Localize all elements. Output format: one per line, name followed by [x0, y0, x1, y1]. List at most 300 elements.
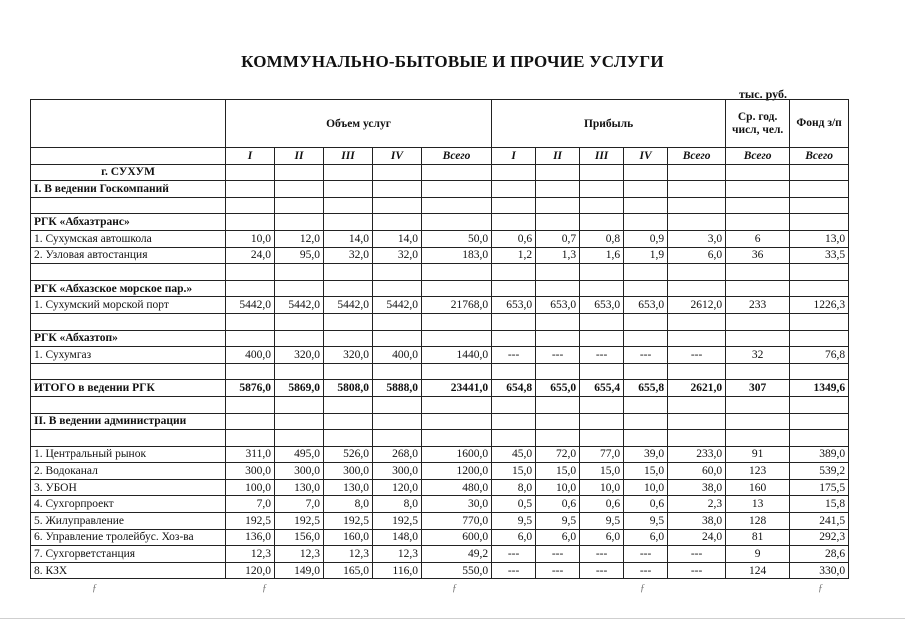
header-q2: II [536, 148, 580, 165]
table-cell [226, 264, 275, 281]
table-cell [668, 363, 726, 380]
table-cell: 300,0 [226, 463, 275, 480]
table-cell: --- [536, 546, 580, 563]
table-cell [422, 330, 492, 347]
table-cell: 400,0 [373, 347, 422, 364]
table-cell [324, 313, 373, 330]
table-cell [624, 363, 668, 380]
table-cell: 183,0 [422, 247, 492, 264]
table-cell: 653,0 [580, 297, 624, 314]
table-cell: --- [580, 546, 624, 563]
table-cell [373, 330, 422, 347]
table-row [31, 363, 849, 380]
table-cell [373, 313, 422, 330]
table-cell [373, 430, 422, 447]
table-cell [373, 396, 422, 413]
table-cell: 5442,0 [373, 297, 422, 314]
table-cell: 539,2 [790, 463, 849, 480]
table-cell: 6,0 [668, 247, 726, 264]
table-cell [324, 430, 373, 447]
table-cell [726, 396, 790, 413]
table-cell: 192,5 [275, 513, 324, 530]
table-cell: 480,0 [422, 479, 492, 496]
table-cell: 14,0 [373, 230, 422, 247]
table-cell [536, 413, 580, 430]
row-label: РГК «Абхазское морское пар.» [31, 280, 226, 297]
table-cell: 192,5 [373, 513, 422, 530]
row-label [31, 264, 226, 281]
table-cell: 655,8 [624, 380, 668, 397]
page-title: КОММУНАЛЬНО-БЫТОВЫЕ И ПРОЧИЕ УСЛУГИ [241, 52, 664, 71]
table-cell: --- [492, 562, 536, 579]
table-row [31, 164, 849, 181]
table-cell: 233 [726, 297, 790, 314]
header-total: Всего [726, 148, 790, 165]
table-cell [624, 197, 668, 214]
table-cell [275, 264, 324, 281]
table-cell [536, 280, 580, 297]
row-label [31, 313, 226, 330]
table-cell [790, 330, 849, 347]
table-cell [668, 214, 726, 231]
table-cell: 24,0 [668, 529, 726, 546]
table-cell: 149,0 [275, 562, 324, 579]
header-profit: Прибыль [492, 100, 726, 148]
table-cell: 2612,0 [668, 297, 726, 314]
table-cell: 38,0 [668, 479, 726, 496]
table-cell [492, 413, 536, 430]
table-cell: 0,6 [624, 496, 668, 513]
table-cell: 6 [726, 230, 790, 247]
table-cell: 0,6 [492, 230, 536, 247]
table-row [31, 247, 849, 264]
table-cell [422, 430, 492, 447]
table-row [31, 496, 849, 513]
row-label: 1. Центральный рынок [31, 446, 226, 463]
table-cell: 32,0 [324, 247, 373, 264]
table-cell [373, 413, 422, 430]
table-cell [324, 330, 373, 347]
table-cell [790, 430, 849, 447]
table-cell [580, 330, 624, 347]
table-cell: 307 [726, 380, 790, 397]
row-label: 7. Сухгорветстанция [31, 546, 226, 563]
table-cell: 8,0 [492, 479, 536, 496]
table-cell: 0,7 [536, 230, 580, 247]
table-cell [624, 280, 668, 297]
table-cell: 1,2 [492, 247, 536, 264]
table-cell [790, 181, 849, 198]
table-cell: 653,0 [536, 297, 580, 314]
table-cell [275, 330, 324, 347]
table-cell: 5869,0 [275, 380, 324, 397]
table-cell: 156,0 [275, 529, 324, 546]
table-cell [275, 413, 324, 430]
table-cell [324, 197, 373, 214]
table-cell: 600,0 [422, 529, 492, 546]
table-cell [324, 214, 373, 231]
table-row [31, 197, 849, 214]
table-cell: 12,3 [226, 546, 275, 563]
header-headcount: Ср. год. числ, чел. [726, 100, 790, 148]
table-cell [275, 280, 324, 297]
header-q3: III [580, 148, 624, 165]
table-cell [324, 396, 373, 413]
table-cell [422, 264, 492, 281]
table-cell [668, 264, 726, 281]
header-fund: Фонд з/п [790, 100, 849, 148]
table-cell: 15,0 [580, 463, 624, 480]
table-cell: 8,0 [373, 496, 422, 513]
table-cell [226, 164, 275, 181]
table-cell: 10,0 [580, 479, 624, 496]
table-cell: 15,0 [536, 463, 580, 480]
table-cell [492, 164, 536, 181]
header-q1: I [226, 148, 275, 165]
table-cell [536, 313, 580, 330]
table-cell: 81 [726, 529, 790, 546]
table-cell [536, 430, 580, 447]
table-cell [668, 430, 726, 447]
table-cell: 15,0 [624, 463, 668, 480]
table-cell [275, 396, 324, 413]
table-cell [492, 430, 536, 447]
table-cell [492, 280, 536, 297]
table-cell [492, 264, 536, 281]
table-row [31, 280, 849, 297]
table-cell: 192,5 [226, 513, 275, 530]
table-cell: 12,3 [373, 546, 422, 563]
table-cell [373, 197, 422, 214]
table-cell: 165,0 [324, 562, 373, 579]
table-cell [226, 181, 275, 198]
header-row-groups [31, 100, 849, 148]
table-row [31, 446, 849, 463]
table-cell: --- [536, 347, 580, 364]
table-row [31, 430, 849, 447]
table-cell [422, 197, 492, 214]
table-cell: 9,5 [624, 513, 668, 530]
table-row [31, 230, 849, 247]
table-cell: 653,0 [492, 297, 536, 314]
table-cell [536, 164, 580, 181]
table-cell: 39,0 [624, 446, 668, 463]
scan-mark: ƒ [452, 583, 457, 594]
table-cell: 33,5 [790, 247, 849, 264]
table-cell [422, 363, 492, 380]
table-cell: 653,0 [624, 297, 668, 314]
table-cell [580, 181, 624, 198]
table-cell [226, 280, 275, 297]
table-cell [726, 330, 790, 347]
table-cell: 400,0 [226, 347, 275, 364]
table-cell: 300,0 [324, 463, 373, 480]
table-cell [422, 181, 492, 198]
row-label [31, 363, 226, 380]
row-label: 1. Сухумская автошкола [31, 230, 226, 247]
table-cell [668, 313, 726, 330]
table-cell [790, 264, 849, 281]
table-cell: 12,3 [324, 546, 373, 563]
table-cell [324, 280, 373, 297]
table-row [31, 214, 849, 231]
row-label: 4. Сухгорпроект [31, 496, 226, 513]
table-cell [373, 181, 422, 198]
table-cell: 77,0 [580, 446, 624, 463]
table-cell: 1440,0 [422, 347, 492, 364]
table-cell [324, 264, 373, 281]
bottom-rule [0, 618, 905, 619]
table-cell: --- [668, 562, 726, 579]
table-cell: 130,0 [324, 479, 373, 496]
table-cell: 1349,6 [790, 380, 849, 397]
table-cell: --- [536, 562, 580, 579]
scan-mark: ƒ [640, 583, 645, 594]
table-cell: 23441,0 [422, 380, 492, 397]
table-row [31, 463, 849, 480]
table-cell [324, 181, 373, 198]
table-cell: 123 [726, 463, 790, 480]
table-cell [790, 396, 849, 413]
table-cell [422, 214, 492, 231]
table-cell [226, 430, 275, 447]
table-cell: 175,5 [790, 479, 849, 496]
table-cell: 1,9 [624, 247, 668, 264]
row-label: 2. Водоканал [31, 463, 226, 480]
table-cell [726, 264, 790, 281]
table-cell [726, 430, 790, 447]
table-cell [536, 264, 580, 281]
row-label [31, 430, 226, 447]
table-cell: 9,5 [580, 513, 624, 530]
table-cell: 6,0 [536, 529, 580, 546]
table-row [31, 562, 849, 579]
header-q2: II [275, 148, 324, 165]
table-cell: 0,8 [580, 230, 624, 247]
table-cell [790, 214, 849, 231]
table-cell [790, 413, 849, 430]
row-label: ИТОГО в ведении РГК [31, 380, 226, 397]
table-cell: 160,0 [324, 529, 373, 546]
table-cell [536, 214, 580, 231]
table-cell [373, 363, 422, 380]
table-cell [790, 363, 849, 380]
header-blank [31, 100, 226, 148]
table-cell [580, 197, 624, 214]
table-cell [790, 313, 849, 330]
table-cell: 28,6 [790, 546, 849, 563]
table-cell [668, 413, 726, 430]
table-cell: 311,0 [226, 446, 275, 463]
table-cell [275, 430, 324, 447]
table-cell: 550,0 [422, 562, 492, 579]
table-cell: 5442,0 [226, 297, 275, 314]
table-cell: 10,0 [226, 230, 275, 247]
table-cell [373, 264, 422, 281]
table-cell: 130,0 [275, 479, 324, 496]
table-cell [275, 181, 324, 198]
table-cell [422, 164, 492, 181]
table-cell: 120,0 [373, 479, 422, 496]
table-cell [726, 164, 790, 181]
table-cell [226, 313, 275, 330]
table-cell: 0,6 [580, 496, 624, 513]
row-label: 1. Сухумский морской порт [31, 297, 226, 314]
table-row [31, 529, 849, 546]
table-cell: 0,9 [624, 230, 668, 247]
table-cell: 136,0 [226, 529, 275, 546]
table-cell: --- [624, 546, 668, 563]
table-cell: --- [492, 347, 536, 364]
table-cell: 9,5 [536, 513, 580, 530]
table-cell: 6,0 [624, 529, 668, 546]
table-cell [373, 214, 422, 231]
table-cell [668, 396, 726, 413]
table-cell [275, 313, 324, 330]
table-cell [726, 280, 790, 297]
header-blank [31, 148, 226, 165]
table-cell [624, 430, 668, 447]
table-cell: 1200,0 [422, 463, 492, 480]
table-cell [624, 164, 668, 181]
table-cell [580, 396, 624, 413]
table-cell: --- [580, 347, 624, 364]
row-label: 2. Узловая автостанция [31, 247, 226, 264]
table-cell: 15,8 [790, 496, 849, 513]
table-cell: 72,0 [536, 446, 580, 463]
table-cell [422, 280, 492, 297]
table-cell: 15,0 [492, 463, 536, 480]
table-cell [536, 181, 580, 198]
row-label [31, 396, 226, 413]
table-cell [275, 363, 324, 380]
table-cell: 45,0 [492, 446, 536, 463]
table-cell: 32,0 [373, 247, 422, 264]
table-cell [492, 396, 536, 413]
row-label: РГК «Абхазтранс» [31, 214, 226, 231]
table-cell [580, 313, 624, 330]
table-cell [422, 413, 492, 430]
table-cell [668, 197, 726, 214]
table-cell [373, 280, 422, 297]
table-cell [668, 330, 726, 347]
scan-mark: ƒ [818, 583, 823, 594]
table-cell: 21768,0 [422, 297, 492, 314]
row-label: 6. Управление тролейбус. Хоз-ва [31, 529, 226, 546]
table-row [31, 347, 849, 364]
header-volume: Объем услуг [226, 100, 492, 148]
table-cell [580, 413, 624, 430]
row-label [31, 197, 226, 214]
table-cell [226, 197, 275, 214]
table-cell: 2,3 [668, 496, 726, 513]
scan-mark: ƒ [92, 583, 97, 594]
table-cell: 49,2 [422, 546, 492, 563]
table-cell: --- [624, 562, 668, 579]
table-cell: --- [492, 546, 536, 563]
row-label: 8. КЗХ [31, 562, 226, 579]
header-total: Всего [790, 148, 849, 165]
table-cell: 0,6 [536, 496, 580, 513]
table-cell [624, 396, 668, 413]
table-cell: 300,0 [373, 463, 422, 480]
table-cell: --- [624, 347, 668, 364]
table-cell: 60,0 [668, 463, 726, 480]
table-cell: 5442,0 [275, 297, 324, 314]
table-row [31, 181, 849, 198]
table-cell: 320,0 [275, 347, 324, 364]
scan-mark: ƒ [262, 583, 267, 594]
table-cell: 268,0 [373, 446, 422, 463]
table-cell [624, 181, 668, 198]
table-cell: 14,0 [324, 230, 373, 247]
row-label: II. В ведении администрации [31, 413, 226, 430]
table-cell: 10,0 [624, 479, 668, 496]
table-cell [275, 197, 324, 214]
table-cell: 12,0 [275, 230, 324, 247]
table-cell [668, 164, 726, 181]
header-row-quarters [31, 148, 849, 165]
table-cell: 526,0 [324, 446, 373, 463]
table-cell [536, 363, 580, 380]
header-total: Всего [422, 148, 492, 165]
table-cell: 7,0 [275, 496, 324, 513]
table-cell: 10,0 [536, 479, 580, 496]
table-cell [580, 214, 624, 231]
table-cell: 128 [726, 513, 790, 530]
table-cell: 5808,0 [324, 380, 373, 397]
table-cell [668, 280, 726, 297]
table-cell: 13 [726, 496, 790, 513]
table-cell: --- [668, 546, 726, 563]
table-cell: 124 [726, 562, 790, 579]
row-label: I. В ведении Госкомпаний [31, 181, 226, 198]
table-cell: 91 [726, 446, 790, 463]
table-cell [580, 363, 624, 380]
table-cell [226, 413, 275, 430]
table-cell: 32 [726, 347, 790, 364]
table-cell [324, 363, 373, 380]
table-cell [226, 363, 275, 380]
table-cell: 8,0 [324, 496, 373, 513]
header-q1: I [492, 148, 536, 165]
table-cell: 654,8 [492, 380, 536, 397]
table-cell: 9 [726, 546, 790, 563]
table-cell [624, 313, 668, 330]
table-cell [492, 313, 536, 330]
table-cell: 50,0 [422, 230, 492, 247]
table-cell: 241,5 [790, 513, 849, 530]
header-q4: IV [373, 148, 422, 165]
table-cell [536, 197, 580, 214]
table-cell [492, 197, 536, 214]
table-cell [492, 330, 536, 347]
header-total: Всего [668, 148, 726, 165]
table-cell: 1226,3 [790, 297, 849, 314]
table-cell [726, 363, 790, 380]
services-table [30, 99, 849, 579]
table-cell: 389,0 [790, 446, 849, 463]
table-cell [580, 430, 624, 447]
table-cell [536, 396, 580, 413]
header-q3: III [324, 148, 373, 165]
table-cell [726, 197, 790, 214]
table-row [31, 513, 849, 530]
table-cell [324, 413, 373, 430]
table-cell: 1,3 [536, 247, 580, 264]
table-row [31, 413, 849, 430]
table-cell: 116,0 [373, 562, 422, 579]
